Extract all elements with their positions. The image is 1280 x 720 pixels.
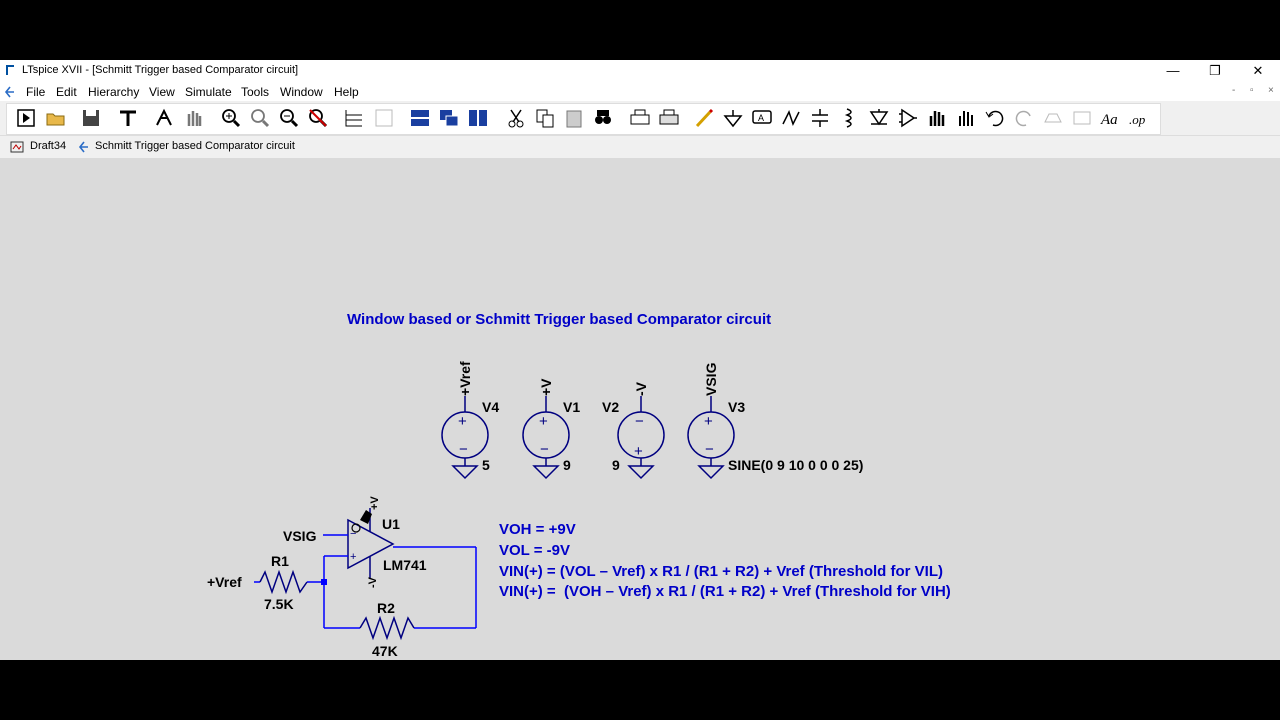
toolbar-control-panel-icon[interactable]	[120, 112, 136, 126]
svg-text:+: +	[704, 413, 713, 430]
toolbar-print-setup-icon[interactable]	[631, 110, 649, 124]
svg-text:+: +	[539, 413, 548, 430]
toolbar-plot-settings-icon[interactable]	[346, 110, 362, 126]
toolbar-undo-icon[interactable]	[986, 111, 1003, 125]
svg-text:−: −	[705, 441, 714, 458]
toolbar-zoom-full-icon[interactable]	[252, 110, 268, 126]
menu-edit[interactable]: Edit	[56, 85, 77, 99]
svg-text:−: −	[540, 441, 549, 458]
toolbar-mirror-icon[interactable]	[1074, 112, 1090, 124]
ltspice-window	[0, 60, 1280, 680]
source-v1[interactable]	[523, 378, 580, 478]
equation-voh[interactable]: VOH = +9V	[499, 521, 576, 538]
menu-simulate[interactable]: Simulate	[185, 85, 232, 99]
toolbar-spice-directive-icon[interactable]	[1129, 112, 1146, 127]
mdi-close-button[interactable]: ×	[1268, 85, 1274, 96]
toolbar-save-icon[interactable]	[83, 110, 99, 126]
schematic-canvas[interactable]	[0, 158, 1280, 680]
schematic-tab-icon	[78, 141, 90, 153]
tab-schmitt-trigger[interactable]: Schmitt Trigger based Comparator circuit	[95, 140, 295, 152]
toolbar-icons	[0, 101, 1180, 135]
v2-net-label[interactable]: -V	[633, 382, 649, 396]
mdi-minimize-button[interactable]: -	[1232, 85, 1236, 96]
toolbar-open-icon[interactable]	[47, 114, 64, 125]
net-label-vsig[interactable]: VSIG	[283, 528, 317, 544]
svg-text:−: −	[350, 528, 357, 540]
toolbar-zoom-out-icon[interactable]	[281, 110, 297, 126]
menu-tools[interactable]: Tools	[241, 85, 270, 99]
menu-help[interactable]: Help	[334, 85, 359, 99]
svg-text:A: A	[758, 113, 765, 123]
menu-hierarchy[interactable]: Hierarchy	[88, 85, 140, 99]
toolbar-paste-icon[interactable]	[567, 111, 581, 127]
v1-name[interactable]: V1	[563, 399, 581, 415]
svg-text:.op: .op	[1129, 112, 1146, 127]
v3-name[interactable]: V3	[728, 399, 746, 415]
ltspice-app-icon	[4, 64, 16, 76]
opamp-ref[interactable]: U1	[382, 516, 400, 532]
toolbar-find-icon[interactable]	[595, 110, 611, 124]
toolbar-pan-icon[interactable]	[189, 111, 200, 126]
v2-value[interactable]: 9	[612, 457, 620, 473]
mdi-child-icon[interactable]	[4, 86, 16, 98]
toolbar-inductor-icon[interactable]	[847, 109, 851, 127]
r1-name[interactable]: R1	[271, 553, 289, 569]
schematic-heading[interactable]: Window based or Schmitt Trigger based Comparator circuit	[347, 311, 772, 328]
svg-text:+: +	[458, 413, 467, 430]
svg-text:−: −	[635, 413, 644, 430]
net-label-vref[interactable]: +Vref	[207, 574, 242, 590]
equation-vol[interactable]: VOL = -9V	[499, 542, 571, 559]
v3-value[interactable]: SINE(0 9 10 0 0 0 25)	[728, 457, 864, 473]
toolbar-rotate-icon[interactable]	[1045, 114, 1061, 122]
v4-name[interactable]: V4	[482, 399, 500, 415]
toolbar-redo-icon[interactable]	[1016, 111, 1030, 125]
toolbar	[0, 101, 1280, 136]
resistor-r2[interactable]	[360, 600, 414, 659]
toolbar-tile-horizontal-icon[interactable]	[411, 110, 429, 126]
source-v4[interactable]	[442, 361, 499, 478]
equation-vil-threshold[interactable]: VIN(+) = (VOL – Vref) x R1 / (R1 + R2) + Vref (Threshold for VIL)	[499, 563, 943, 580]
toolbar-component-icon[interactable]	[899, 110, 917, 126]
opamp-u1[interactable]	[348, 496, 427, 588]
r2-value[interactable]: 47K	[372, 643, 398, 659]
toolbar-capacitor-icon[interactable]	[812, 109, 828, 127]
source-v2[interactable]	[602, 381, 664, 478]
title-bar	[0, 60, 1280, 82]
resistor-r1[interactable]	[260, 553, 307, 612]
toolbar-cut-icon[interactable]	[509, 110, 523, 127]
menu-window[interactable]: Window	[280, 85, 323, 99]
toolbar-text-icon[interactable]	[1100, 112, 1118, 128]
toolbar-run-icon[interactable]	[18, 110, 34, 126]
junction-dot	[321, 579, 327, 585]
opamp-model[interactable]: LM741	[383, 557, 427, 573]
schematic-draft-icon	[10, 141, 24, 153]
toolbar-move-icon[interactable]	[931, 111, 943, 126]
toolbar-resistor-icon[interactable]	[783, 112, 799, 124]
toolbar-ground-icon[interactable]	[725, 110, 741, 126]
toolbar-cascade-icon[interactable]	[440, 110, 458, 126]
opamp-vplus-label[interactable]: +V	[369, 496, 381, 510]
tab-draft34[interactable]: Draft34	[30, 140, 67, 152]
toolbar-print-icon[interactable]	[660, 110, 678, 124]
v1-value[interactable]: 9	[563, 457, 571, 473]
svg-text:−: −	[459, 441, 468, 458]
r2-name[interactable]: R2	[377, 600, 395, 616]
v2-name[interactable]: V2	[602, 399, 620, 415]
toolbar-halt-icon[interactable]	[157, 111, 171, 125]
toolbar-label-net-icon[interactable]	[753, 111, 771, 123]
wires[interactable]	[254, 535, 476, 628]
toolbar-tile-vertical-icon[interactable]	[469, 110, 487, 126]
toolbar-diode-icon[interactable]	[871, 109, 887, 124]
tab-bar	[0, 136, 1280, 159]
menu-bar	[0, 82, 1280, 101]
v1-net-label[interactable]: +V	[538, 378, 554, 396]
window-title: LTspice XVII - [Schmitt Trigger based Comparator circuit]	[22, 64, 299, 76]
menu-view[interactable]: View	[149, 85, 175, 99]
toolbar-drag-icon[interactable]	[960, 111, 972, 126]
equation-vih-threshold[interactable]: VIN(+) = (VOH – Vref) x R1 / (R1 + R2) + Vref (Threshold for VIH)	[499, 583, 951, 600]
spice-directive-tran[interactable]: .tran 1	[245, 664, 288, 680]
toolbar-copy-icon[interactable]	[537, 110, 553, 127]
opamp-vminus-label[interactable]: -V	[367, 577, 379, 588]
v3-net-label[interactable]: VSIG	[703, 362, 719, 396]
menu-file[interactable]: File	[26, 85, 46, 99]
source-v3[interactable]	[688, 362, 863, 478]
close-button[interactable]: ✕	[1252, 63, 1264, 78]
v4-value[interactable]: 5	[482, 457, 490, 473]
v4-net-label[interactable]: +Vref	[457, 361, 473, 396]
r1-value[interactable]: 7.5K	[264, 596, 294, 612]
mdi-restore-button[interactable]: ▫	[1250, 85, 1254, 96]
toolbar-zoom-in-icon[interactable]	[223, 110, 239, 126]
toolbar-zoom-cancel-icon[interactable]	[310, 110, 326, 126]
toolbar-plot-settings-disabled-icon[interactable]	[376, 110, 392, 126]
svg-text:+: +	[634, 443, 643, 460]
toolbar-wire-icon[interactable]	[697, 110, 712, 126]
maximize-button[interactable]: ❐	[1209, 63, 1221, 78]
svg-text:Aa: Aa	[1101, 112, 1118, 128]
minimize-button[interactable]: —	[1166, 63, 1180, 78]
svg-text:+: +	[350, 551, 357, 563]
